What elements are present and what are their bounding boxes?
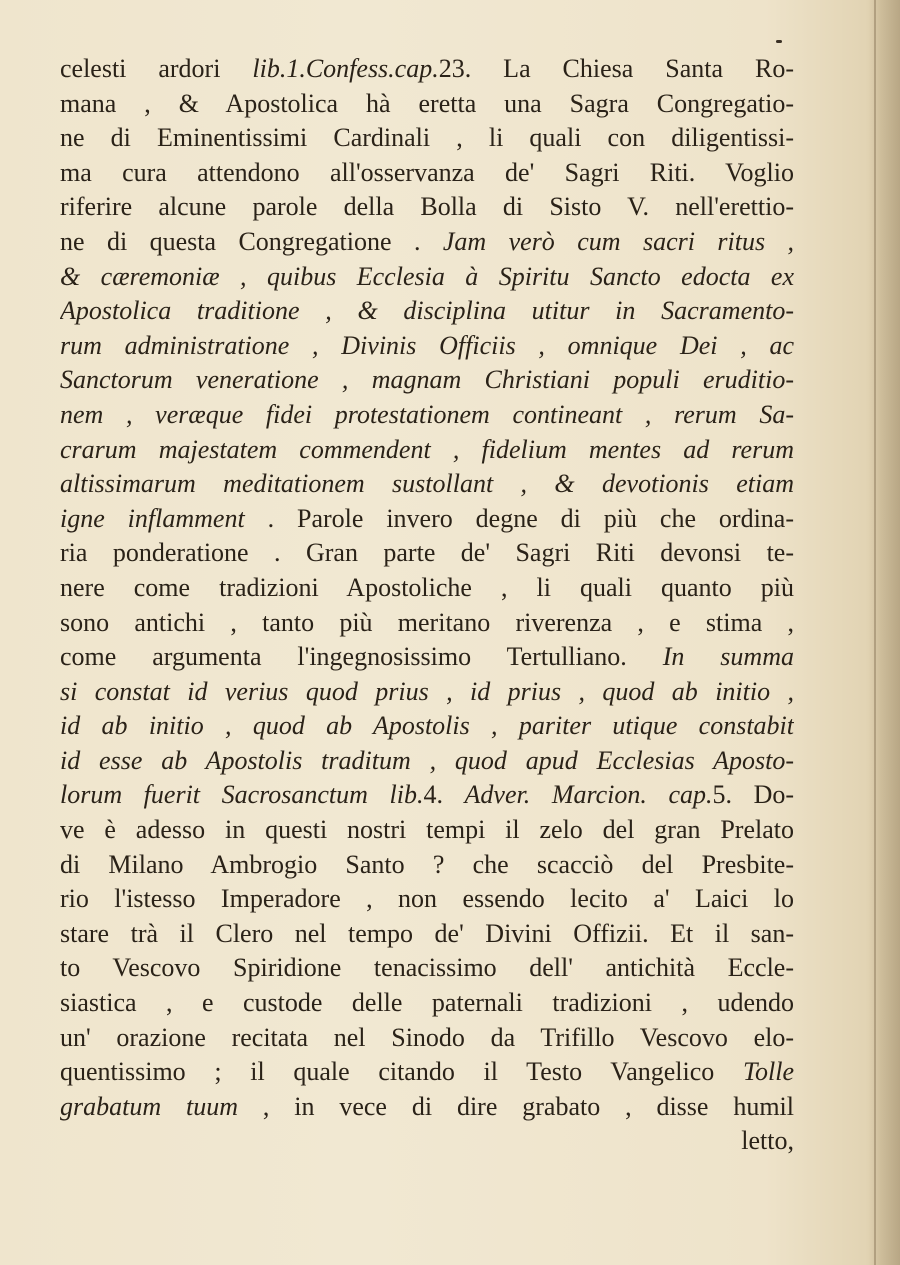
italic-latin-text: rum administratione , Divinis Officiis , omnique Dei , ac [60, 330, 794, 360]
roman-text: ne di Eminentissimi Cardinali , li quali con diligentissi- [60, 123, 794, 153]
text-line [60, 986, 794, 1021]
text-line [60, 502, 794, 537]
catchword: letto, [741, 1126, 794, 1156]
text-line [60, 882, 794, 917]
roman-text: ve è adesso in questi nostri tempi il zelo del gran Prelato [60, 815, 794, 845]
text-line [60, 917, 794, 952]
text-line [60, 951, 794, 986]
italic-latin-text: id esse ab Apostolis traditum , quod apud Ecclesias Aposto- [60, 745, 794, 775]
text-line [60, 1090, 794, 1125]
italic-latin-text: lorum fuerit Sacrosanctum lib. [60, 780, 424, 810]
roman-text: , in vece di dire grabato , disse humil [238, 1091, 794, 1121]
text-line [60, 363, 794, 398]
italic-latin-text: In summa [662, 642, 794, 672]
text-line [60, 709, 794, 744]
roman-text: sono antichi , tanto più meritano riverenza , e stima , [60, 607, 794, 637]
roman-text: quentissimo ; il quale citando il Testo Vangelico [60, 1057, 743, 1087]
text-line [60, 813, 794, 848]
body-text [60, 52, 794, 1159]
italic-latin-text: id ab initio , quod ab Apostolis , pariter utique constabit [60, 711, 794, 741]
text-line [60, 467, 794, 502]
roman-text: mana , & Apostolica hà eretta una Sagra Congregatio- [60, 88, 794, 118]
roman-text: rio l'istesso Imperadore , non essendo lecito a' Laici lo [60, 884, 794, 914]
italic-latin-text: crarum majestatem commendent , fidelium mentes ad rerum [60, 434, 794, 464]
text-line [60, 1055, 794, 1090]
roman-text: 23. La Chiesa Santa Ro- [438, 54, 794, 83]
roman-text: un' orazione recitata nel Sinodo da Trifillo Vescovo elo- [60, 1022, 794, 1052]
italic-latin-text: Sanctorum veneratione , magnam Christiani populi eruditio- [60, 365, 794, 395]
roman-text: di Milano Ambrogio Santo ? che scacciò del Presbite- [60, 849, 794, 879]
italic-latin-text: Apostolica traditione , & disciplina utitur in Sacramento- [60, 296, 794, 326]
roman-text: riferire alcune parole della Bolla di Sisto V. nell'erettio- [60, 192, 794, 222]
roman-text: 5. Do- [712, 780, 794, 810]
italic-latin-text: altissimarum meditationem sustollant , & devotionis etiam [60, 469, 794, 499]
italic-latin-text: & cæremoniæ , quibus Ecclesia à Spiritu Sancto edocta ex [60, 261, 794, 291]
text-line [60, 606, 794, 641]
text-line [60, 294, 794, 329]
text-line [60, 52, 794, 87]
roman-text: 4. [423, 780, 465, 810]
italic-latin-text: nem , veræque fidei protestationem contineant , rerum Sa- [60, 399, 794, 429]
text-line [60, 260, 794, 295]
italic-latin-text: si constat id verius quod prius , id prius , quod ab initio , [60, 676, 794, 706]
italic-latin-text: lib.1.Confess.cap. [252, 54, 439, 83]
roman-text: celesti ardori [60, 54, 253, 83]
roman-text: ria ponderatione . Gran parte de' Sagri Riti devonsi te- [60, 538, 794, 568]
italic-latin-text: igne inflamment [60, 503, 245, 533]
text-line [60, 433, 794, 468]
binding-edge [874, 0, 876, 1265]
ink-spot [776, 40, 782, 43]
text-line [60, 778, 794, 813]
text-line [60, 398, 794, 433]
text-line [60, 1021, 794, 1056]
text-line [60, 848, 794, 883]
roman-text: ma cura attendono all'osservanza de' Sagri Riti. Voglio [60, 157, 794, 187]
text-line [60, 225, 794, 260]
text-line [60, 675, 794, 710]
italic-latin-text: Tolle [742, 1057, 794, 1087]
text-line [60, 536, 794, 571]
text-line [60, 329, 794, 364]
roman-text: siastica , e custode delle paternali tradizioni , udendo [60, 988, 794, 1018]
roman-text: to Vescovo Spiridione tenacissimo dell' antichità Eccle- [60, 953, 794, 983]
italic-latin-text: Adver. Marcion. cap. [464, 780, 713, 810]
italic-latin-text: Jam verò cum sacri ritus , [442, 226, 794, 256]
roman-text: . Parole invero degne di più che ordina- [244, 503, 794, 533]
page-edge-shadow [868, 0, 900, 1265]
text-line [60, 156, 794, 191]
text-line [60, 571, 794, 606]
roman-text: ne di questa Congregatione . [60, 226, 443, 256]
text-line [60, 121, 794, 156]
text-line [60, 87, 794, 122]
text-line [60, 744, 794, 779]
text-line [60, 190, 794, 225]
italic-latin-text: grabatum tuum [60, 1091, 238, 1121]
roman-text: stare trà il Clero nel tempo de' Divini Offizii. Et il san- [60, 918, 794, 948]
text-line [60, 640, 794, 675]
roman-text: nere come tradizioni Apostoliche , li quali quanto più [60, 572, 794, 602]
roman-text: come argumenta l'ingegnosissimo Tertulliano. [60, 642, 663, 672]
